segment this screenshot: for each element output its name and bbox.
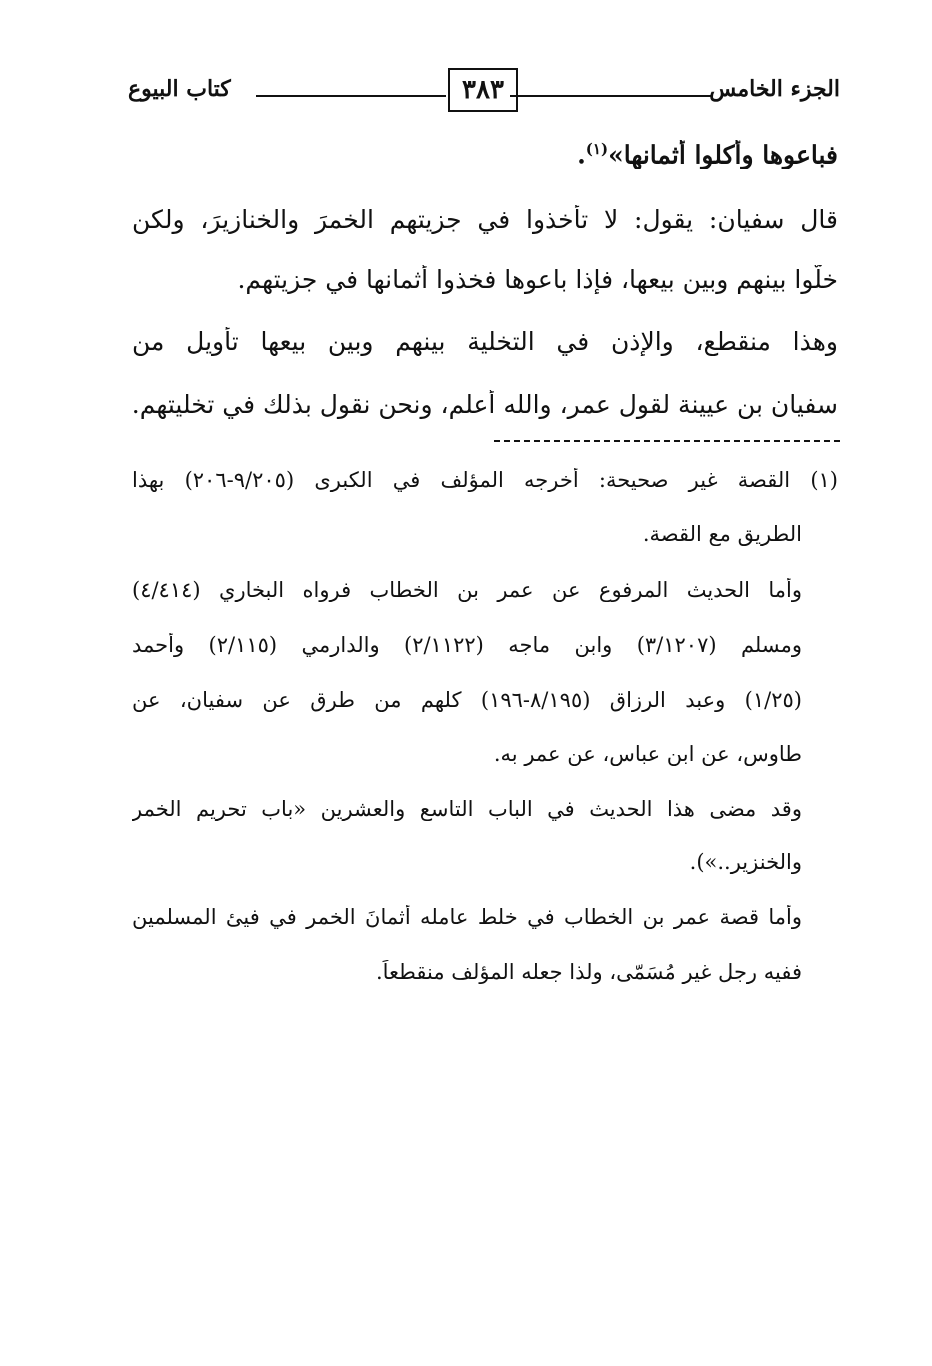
volume-title: الجزء الخامس bbox=[709, 76, 840, 102]
footnote-line-4: ومسلم (٣/١٢٠٧) وابن ماجه (٢/١١٢٢) والدارمي (٢/١١٥) وأحمد bbox=[132, 633, 802, 657]
page-header bbox=[128, 68, 840, 118]
page-number: ٣٨٣ bbox=[448, 68, 518, 112]
footnote-line-6: طاوس، عن ابن عباس، عن عمر به. bbox=[493, 742, 802, 766]
body-line-3: خلُّوا بينهم وبين بيعها، فإذا باعوها فخذوا أثمانها في جزيتهم. bbox=[237, 265, 838, 294]
footnote-line-5: (١/٢٥) وعبد الرزاق (٨/١٩٥-١٩٦) كلهم من طرق عن سفيان، عن bbox=[132, 688, 802, 712]
footnote-line-7: وقد مضى هذا الحديث في الباب التاسع والعشرين «باب تحريم الخمر bbox=[132, 797, 802, 821]
body-line-4: وهذا منقطع، والإذن في التخلية بينهم وبين بيعها تأويل من bbox=[132, 327, 838, 356]
footnote-line-3: وأما الحديث المرفوع عن عمر بن الخطاب فرواه البخاري (٤/٤١٤) bbox=[132, 578, 802, 602]
header-rule-left bbox=[256, 95, 446, 97]
footnote-line-10: ففيه رجل غير مُسَمّى، ولذا جعله المؤلف منقطعاً. bbox=[375, 960, 802, 984]
book-title: كتاب البيوع bbox=[128, 76, 231, 102]
body-line-5: سفيان بن عيينة لقول عمر، والله أعلم، ونحن نقول بذلك في تخليتهم. bbox=[132, 390, 838, 419]
body-line-1-text: فباعوها وأكلوا أثمانها» bbox=[608, 140, 838, 170]
header-rule-right bbox=[510, 95, 712, 97]
body-line-1: فباعوها وأكلوا أثمانها»$^{(١)}$. bbox=[577, 140, 838, 170]
footnote-reference: (١) bbox=[585, 140, 609, 158]
footnote-line-2: الطريق مع القصة. bbox=[642, 522, 802, 546]
footnote-divider bbox=[494, 440, 840, 442]
footnote-line-8: والخنزير..»). bbox=[689, 850, 802, 874]
footnote-line-1: (١) القصة غير صحيحة: أخرجه المؤلف في الكبرى (٩/٢٠٥-٢٠٦) بهذا bbox=[132, 468, 838, 492]
footnote-line-9: وأما قصة عمر بن الخطاب في خلط عامله أثمانَ الخمر في فيئ المسلمين bbox=[132, 905, 802, 929]
body-line-2: قال سفيان: يقول: لا تأخذوا في جزيتهم الخمرَ والخنازيرَ، ولكن bbox=[132, 205, 838, 234]
